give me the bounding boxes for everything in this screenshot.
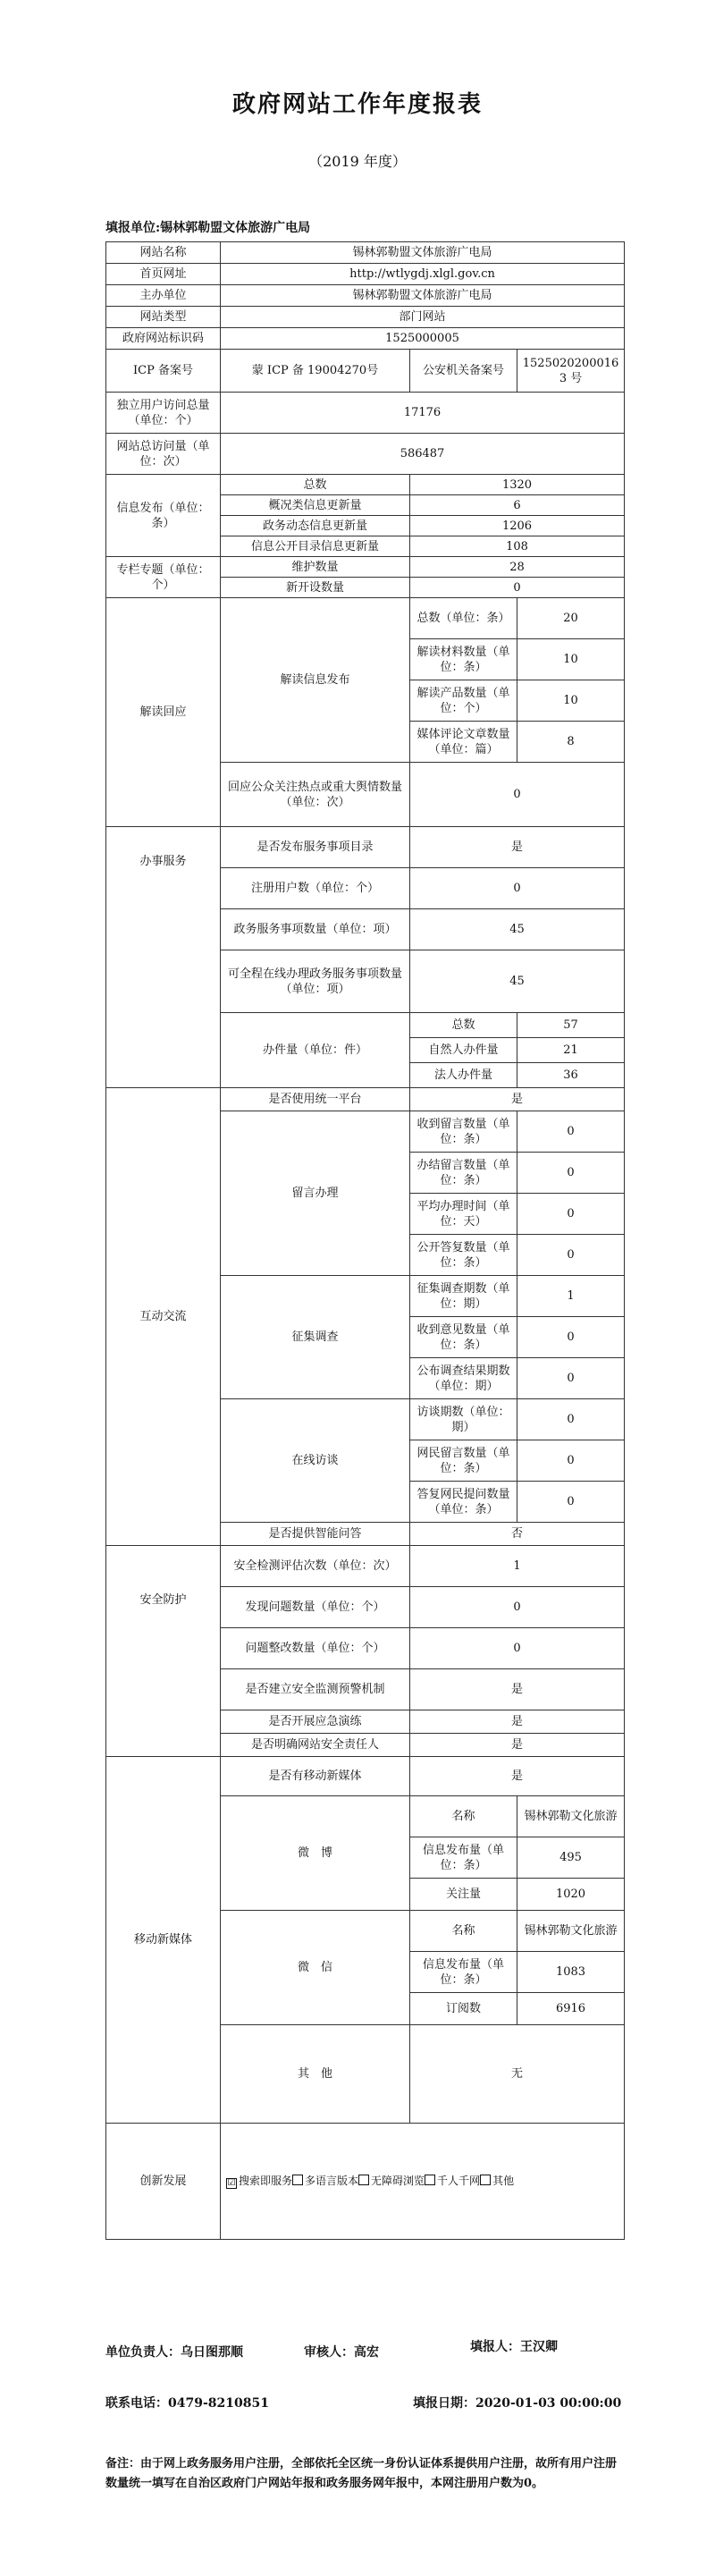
site-name-value: 锡林郭勒盟文体旅游广电局 <box>221 242 625 264</box>
option-personalized[interactable]: 千人千网 <box>425 2175 480 2187</box>
option-accessibility[interactable]: 无障碍浏览 <box>358 2175 425 2187</box>
type-value: 部门网站 <box>221 307 625 328</box>
checkbox-icon[interactable] <box>292 2175 303 2185</box>
row-interpret-hot: 回应公众关注热点或重大舆情数量（单位：次） 0 <box>106 763 625 827</box>
row-talk-count: 在线访谈 访谈期数（单位：期） 0 <box>106 1399 625 1440</box>
row-ai: 是否提供智能问答 否 <box>106 1523 625 1546</box>
report-table <box>105 241 625 2240</box>
row-publish-overview: 概况类信息更新量 6 <box>106 495 625 516</box>
row-service-items: 政务服务事项数量（单位：项） 45 <box>106 909 625 950</box>
row-msg-recv: 留言办理 收到留言数量（单位：条） 0 <box>106 1111 625 1153</box>
row-security-monitor: 是否建立安全监测预警机制 是 <box>106 1669 625 1710</box>
innovation-options <box>221 2124 625 2240</box>
row-service-person: 自然人办件量 21 <box>106 1038 625 1063</box>
row-wechat-info: 信息发布量（单位：条） 1083 <box>106 1952 625 1993</box>
row-msg-pub: 公开答复数量（单位：条） 0 <box>106 1235 625 1276</box>
home-url: http://wtlygdj.xlgl.gov.cn <box>221 264 625 285</box>
row-msg-done: 办结留言数量（单位：条） 0 <box>106 1153 625 1194</box>
code-value: 1525000005 <box>221 328 625 350</box>
row-host: 主办单位 锡林郭勒盟文体旅游广电局 <box>106 285 625 307</box>
row-survey-opinion: 收到意见数量（单位：条） 0 <box>106 1317 625 1358</box>
row-interpret-media: 媒体评论文章数量（单位：篇） 8 <box>106 722 625 763</box>
row-interpret-product: 解读产品数量（单位：个） 10 <box>106 680 625 722</box>
row-publish-open: 信息公开目录信息更新量 108 <box>106 536 625 557</box>
row-visits: 网站总访问量（单位：次） 586487 <box>106 434 625 475</box>
visits-value: 586487 <box>221 434 625 475</box>
row-interpret-material: 解读材料数量（单位：条） 10 <box>106 639 625 680</box>
service-group-label: 办事服务 <box>106 827 221 1088</box>
interaction-group-label: 互动交流 <box>106 1088 221 1546</box>
checkbox-icon[interactable] <box>358 2175 369 2185</box>
row-weibo-name: 微 博 名称 锡林郭勒文化旅游 <box>106 1796 625 1837</box>
checkbox-icon[interactable] <box>480 2175 491 2185</box>
remark: 备注：由于网上政务服务用户注册，全部依托全区统一身份认证体系提供用户注册，故所有用户注册数量统一填写在自治区政府门户网站年报和政务服务网年报中，本网注册用户数为0。 <box>105 2457 618 2490</box>
row-weibo-follow: 关注量 1020 <box>106 1879 625 1911</box>
checkbox-checked-icon[interactable]: ☑ <box>227 2178 236 2188</box>
row-service-users: 注册用户数（单位：个） 0 <box>106 868 625 909</box>
fill-date: 填报日期：2020-01-03 00:00:00 <box>413 2396 622 2411</box>
row-security-issue: 发现问题数量（单位：个） 0 <box>106 1587 625 1628</box>
row-security-owner: 是否明确网站安全责任人 是 <box>106 1734 625 1757</box>
row-home: 首页网址 http://wtlygdj.xlgl.gov.cn <box>106 264 625 285</box>
report-year: （2019 年度） <box>308 153 407 170</box>
innovation-group-label: 创新发展 <box>106 2124 221 2240</box>
report-title: 政府网站工作年度报表 <box>231 91 483 118</box>
row-survey-count: 征集调查 征集调查期数（单位：期） 1 <box>106 1276 625 1317</box>
row-security-drill: 是否开展应急演练 是 <box>106 1710 625 1734</box>
row-innovation <box>106 2124 625 2240</box>
option-search-service[interactable]: ☑ 搜索即服务 <box>227 2175 293 2188</box>
host-value: 锡林郭勒盟文体旅游广电局 <box>221 285 625 307</box>
row-msg-time: 平均办理时间（单位：天） 0 <box>106 1194 625 1235</box>
row-publish-total: 信息发布（单位：条） 总数 1320 <box>106 475 625 495</box>
row-service-legal: 法人办件量 36 <box>106 1063 625 1088</box>
reviewer: 审核人：高宏 <box>304 2345 379 2360</box>
row-code: 政府网站标识码 1525000005 <box>106 328 625 350</box>
row-media-other: 其 他 无 <box>106 2025 625 2124</box>
row-survey-result: 公布调查结果期数（单位：期） 0 <box>106 1358 625 1399</box>
row-wechat-sub: 订阅数 6916 <box>106 1993 625 2025</box>
column-group-label: 专栏专题（单位：个） <box>106 557 221 598</box>
option-multilingual[interactable]: 多语言版本 <box>292 2175 358 2187</box>
filler: 填报人：王汉卿 <box>470 2340 558 2354</box>
filling-unit: 填报单位:锡林郭勒盟文体旅游广电局 <box>105 221 311 235</box>
row-publish-dynamic: 政务动态信息更新量 1206 <box>106 516 625 536</box>
row-icp: ICP 备案号 蒙 ICP 备 19004270号 公安机关备案号 15250202000163 号 <box>106 350 625 393</box>
visitors-value: 17176 <box>221 393 625 434</box>
row-interaction-platform: 互动交流 是否使用统一平台 是 <box>106 1088 625 1111</box>
row-talk-a: 答复网民提问数量（单位：条） 0 <box>106 1482 625 1523</box>
row-talk-q: 网民留言数量（单位：条） 0 <box>106 1440 625 1482</box>
row-interpret-total: 解读回应 解读信息发布 总数（单位：条） 20 <box>106 598 625 639</box>
row-column-maintain: 专栏专题（单位：个） 维护数量 28 <box>106 557 625 578</box>
publish-group-label: 信息发布（单位：条） <box>106 475 221 557</box>
row-security-test: 安全防护 安全检测评估次数（单位：次） 1 <box>106 1546 625 1587</box>
row-security-fix: 问题整改数量（单位：个） 0 <box>106 1628 625 1669</box>
row-service-catalog: 办事服务 是否发布服务事项目录 是 <box>106 827 625 868</box>
unit-leader: 单位负责人：乌日图那顺 <box>105 2345 243 2360</box>
interpret-group-label: 解读回应 <box>106 598 221 827</box>
row-wechat-name: 微 信 名称 锡林郭勒文化旅游 <box>106 1911 625 1952</box>
option-other[interactable]: 其他 <box>480 2175 514 2187</box>
row-column-new: 新开设数量 0 <box>106 578 625 598</box>
row-site-name: 网站名称 锡林郭勒盟文体旅游广电局 <box>106 242 625 264</box>
row-service-online: 可全程在线办理政务服务事项数量（单位：项） 45 <box>106 950 625 1013</box>
checkbox-icon[interactable] <box>425 2175 435 2185</box>
row-service-handle-total: 办件量（单位：件） 总数 57 <box>106 1013 625 1038</box>
contact-phone: 联系电话：0479-8210851 <box>105 2396 269 2411</box>
row-visitors: 独立用户访问总量（单位：个） 17176 <box>106 393 625 434</box>
icp-value: 蒙 ICP 备 19004270号 <box>221 350 410 393</box>
row-media-has: 移动新媒体 是否有移动新媒体 是 <box>106 1757 625 1796</box>
row-type: 网站类型 部门网站 <box>106 307 625 328</box>
security-group-label: 安全防护 <box>106 1546 221 1757</box>
police-value: 15250202000163 号 <box>517 350 625 393</box>
row-weibo-info: 信息发布量（单位：条） 495 <box>106 1837 625 1879</box>
media-group-label: 移动新媒体 <box>106 1757 221 2124</box>
